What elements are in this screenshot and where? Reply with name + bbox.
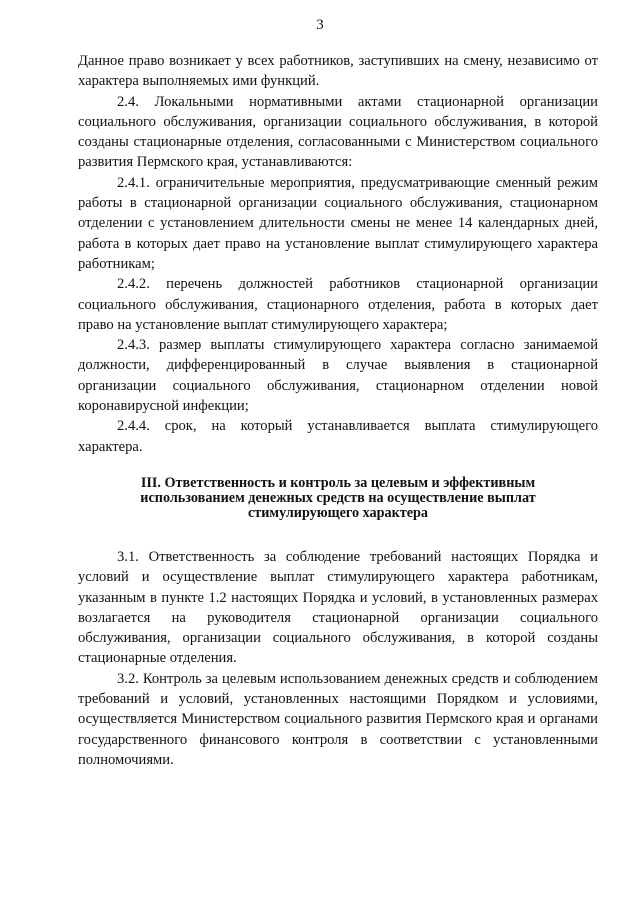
paragraph: 2.4.4. срок, на который устанавливается выплата стимулирующего характера. bbox=[78, 418, 598, 455]
document-body bbox=[78, 51, 598, 770]
paragraphs-top bbox=[78, 51, 598, 457]
paragraph: 2.4.3. размер выплаты стимулирующего характера согласно занимаемой должности, дифференцированный в случае выявления в стационарной организации социального обслуживания, стационарном отделении новой коронавирусной инфекции; bbox=[78, 337, 598, 415]
page-number: 3 bbox=[316, 17, 324, 33]
paragraph: 2.4.1. ограничительные мероприятия, предусматривающие сменный режим работы в стационарной организации социального обслуживания, стационарном отделении с установлением длительности смены не менее 14 календарных дней, работа в которых дает право на установление выплат стимулирующего характера работникам; bbox=[78, 174, 598, 272]
paragraph: 3.1. Ответственность за соблюдение требований настоящих Порядка и условий и осуществление выплат стимулирующего характера работникам, указанным в пункте 1.2 настоящих Порядка и условий, в установленных размерах возлагается на руководителя стационарной организации социального обслуживания, организации социального обслуживания, в которой созданы стационарные отделения. bbox=[78, 548, 598, 667]
paragraph: 3.2. Контроль за целевым использованием денежных средств и соблюдением требований и условий, установленных настоящими Порядком и условиями, осуществляется Министерством социального развития Пермского края и органами государственного финансового контроля в соответствии с установленными полномочиями. bbox=[78, 670, 598, 768]
section-title: III. Ответственность и контроль за целевым и эффективным использованием денежных средств на осуществление выплат стимулирующего характера bbox=[140, 474, 536, 521]
paragraph: 2.4. Локальными нормативными актами стационарной организации социального обслуживания, организации социального обслуживания, в которой созданы стационарные отделения, согласованными с Министерством социального развития Пермского края, устанавливаются: bbox=[78, 93, 598, 171]
paragraph: Данное право возникает у всех работников, заступивших на смену, независимо от характера выполняемых ими функций. bbox=[78, 53, 598, 90]
paragraphs-bottom bbox=[78, 547, 598, 770]
paragraph: 2.4.2. перечень должностей работников стационарной организации социального обслуживания, стационарного отделения, работа в которых дает право на установление выплат стимулирующего характера; bbox=[78, 276, 598, 333]
